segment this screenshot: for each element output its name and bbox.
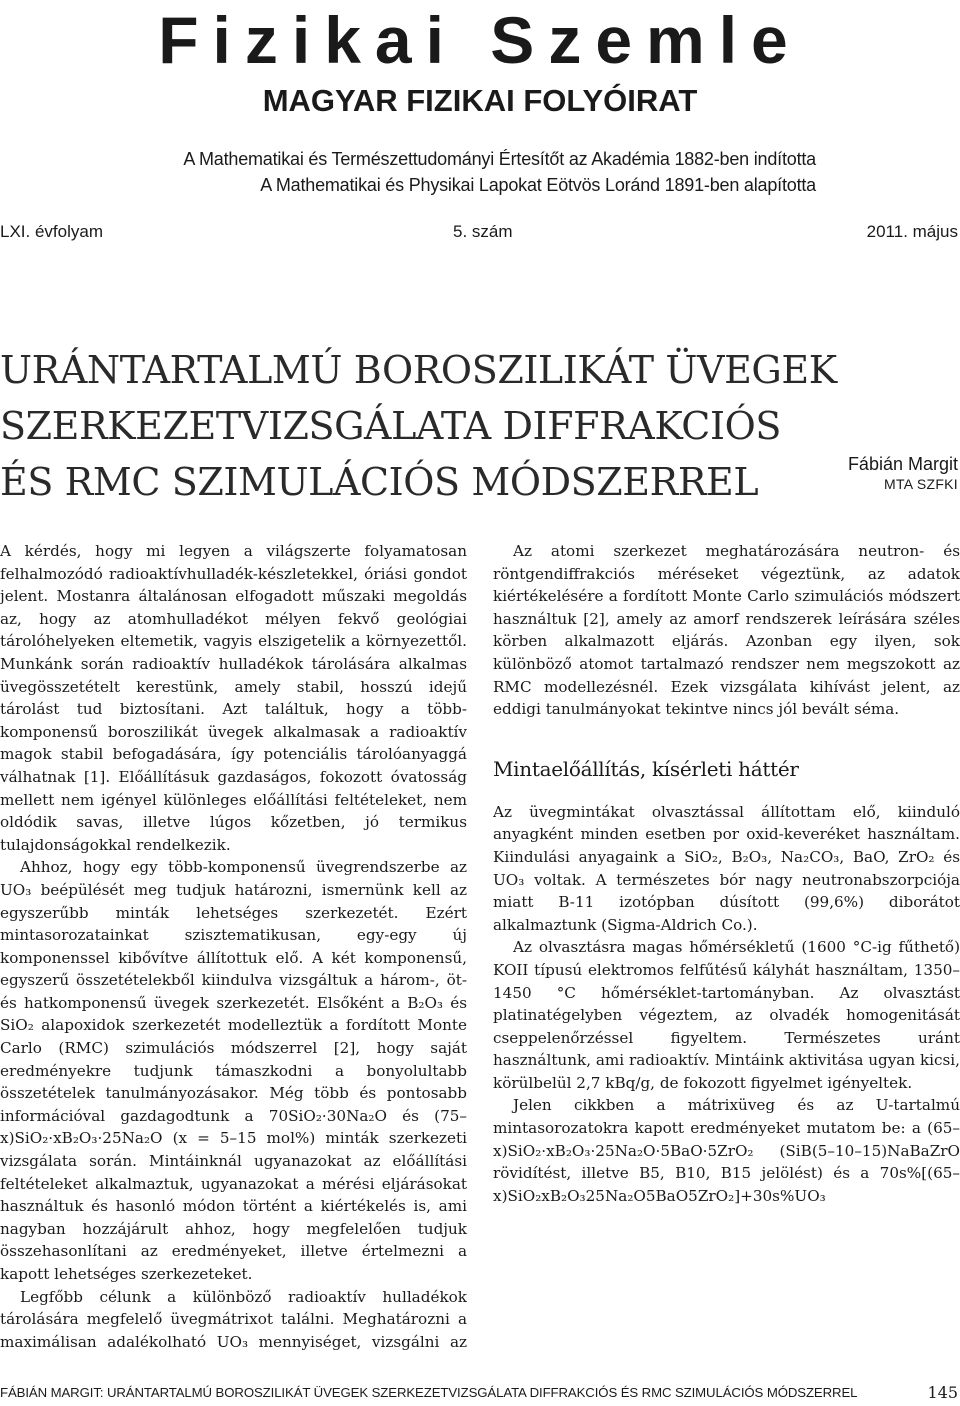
page-footer (0, 1382, 960, 1404)
issue-info (0, 220, 960, 244)
founding-line-1: A Mathematikai és Természettudományi Értesítőt az Akadémia 1882-ben indította (183, 149, 816, 169)
title-line-3: ÉS RMC SZIMULÁCIÓS MÓDSZERREL (0, 460, 759, 504)
left-column (0, 540, 467, 1355)
running-head: FÁBIÁN MARGIT: URÁNTARTALMÚ BOROSZILIKÁT ÜVEGEK SZERKEZETVIZSGÁLATA DIFFRAKCIÓS ÉS RMC SZIMULÁCIÓS MÓDSZERREL (0, 1385, 858, 1400)
paragraph: A kérdés, hogy mi legyen a világszerte folyamatosan felhalmozódó radioaktívhulladék-készletekkel, óriási gondot jelent. Mostanra általánosan elfogadott műszaki megoldás az, hogy az atomhulladékot mélyen fekvő geológiai tárolóhelyeken eltemetik, vagyis elszigetelik a környezettől. Munkánk során radioaktív hulladékok tárolására alkalmas üvegösszetételt kerestünk, amely stabil, hosszú idejű tárolást tud biztosítani. Azt találtuk, hogy a több-komponensű boroszilikát üvegek alkalmasak a radioaktív magok stabil befogadására, így potenciális tárolóanyaggá válhatnak [1]. Előállításuk gazdaságos, fokozott óvatosság mellett nem igényel különleges előállítási feltételeket, nem oldódik savas, illetve lúgos kőzetben, jó termikus tulajdonságokkal rendelkezik. (0, 542, 467, 854)
paragraph: Az üvegmintákat olvasztással állítottam elő, kiinduló anyagként minden esetben por oxid-keveréket használtam. Kiindulási anyagaink a SiO₂, B₂O₃, Na₂CO₃, BaO, ZrO₂ és UO₃ voltak. A természetes bór nagy neutronabszorpciója miatt B-11 izotópban dúsított (99,6%) diborátot alkalmaztunk (Sigma-Aldrich Co.). (493, 802, 960, 934)
article-title (0, 342, 837, 510)
journal-name: Fizikai Szemle (158, 3, 802, 77)
paragraph: Az olvasztásra magas hőmérsékletű (1600 °C-ig fűthető) KOII típusú elektromos felfűtésű kályhát használtam, 1350–1450 °C hőmérséklet-tartományban. Az olvasztást platinatégelyben végeztem, az olvadék homogenitását cseppelenőrzéssel figyeltem. Természetes uránt használtunk, ami radioaktív. Mintáink aktivitása ugyan kicsi, körülbelül 2,7 kBq/g, de fokozott figyelmet igényeltek. (493, 938, 960, 1092)
title-line-2: SZERKEZETVIZSGÁLATA DIFFRAKCIÓS (0, 404, 781, 448)
section-heading: Mintaelőállítás, kísérleti háttér (493, 756, 799, 781)
paragraph: Legfőbb célunk a különböző radioaktív hulladékok tárolására megfelelő üvegmátrixot találni. Meghatározni a maximálisan adalékolható UO₃ mennyiséget, vizsgálni az (0, 1287, 467, 1351)
issue-date: 2011. május (866, 222, 958, 241)
paragraph: Jelen cikkben a mátrixüveg és az U-tartalmú mintasorozatokra kapott eredményeket mutatom be: a (65–x)SiO₂·xB₂O₃·25Na₂O·5BaO·5ZrO₂ (SiB(5–10–15)NaBaZrO rövidítést, illetve B5, B10, B15 jelölést) és a 70s%[(65–x)SiO₂xB₂O₃25Na₂O5BaO5ZrO₂]+30s%UO₃ (493, 1096, 960, 1205)
author-name: Fábián Margit (847, 454, 958, 474)
paragraph: Ahhoz, hogy egy több-komponensű üvegrendszerbe az UO₃ beépülését meg tudjuk határozni, ismernünk kell az egyszerűbb minták lehetséges szerkezetét. Ezért mintasorozatainkat szisztematikusan, egy-egy új komponenssel kibővítve állítottuk elő. A két komponensű, egyszerű összetételekből kiindulva vizsgáltuk a három-, öt- és hatkomponensű üvegek szerkezetét. Elsőként a B₂O₃ és SiO₂ alapoxidok szerkezetét modelleztük a fordított Monte Carlo (RMC) szimulációs módszerrel [2], hogy saját eredményekre tudjunk támaszkodni a bonyolultabb összetételek tanulmányozásakor. Még több és pontosabb információval gazdagodtunk a 70SiO₂·30Na₂O és (75–x)SiO₂·xB₂O₃·25Na₂O (x = 5–15 mol%) minták szerkezeti vizsgálata során. Mintáinknál ugyanazokat az előállítási feltételeket alkalmaztuk, ugyanazokat a mérési eljárásokat használtuk és hasonló módon történt a kiértékelés is, ami nagyban hozzájárult ahhoz, hogy megfelelően tudjuk összehasonlítani az eredményeket, illetve értelmezni a kapott lehetséges szerkezeteket. (0, 858, 467, 1283)
title-line-1: URÁNTARTALMÚ BOROSZILIKÁT ÜVEGEK (0, 348, 837, 392)
founding-note (183, 146, 816, 198)
author-affiliation: MTA SZFKI (884, 476, 958, 492)
issue-number: 5. szám (453, 222, 513, 241)
page-number: 145 (927, 1383, 958, 1402)
founding-line-2: A Mathematikai és Physikai Lapokat Eötvös Loránd 1891-ben alapította (260, 175, 816, 195)
journal-subtitle: MAGYAR FIZIKAI FOLYÓIRAT (262, 83, 698, 118)
right-column (493, 540, 960, 1355)
volume: LXI. évfolyam (0, 222, 103, 241)
paragraph: Az atomi szerkezet meghatározására neutron- és röntgendiffrakciós méréseket végeztünk, az adatok kiértékelésére a fordított Monte Carlo szimulációs módszert használtuk [2], amely az amorf rendszerek leírására széles körben alkalmazott eljárás. Azonban egy ilyen, sok különböző atomot tartalmazó rendszer nem megszokott az RMC modellezésnél. Ezek vizsgálata kihívást jelent, az eddigi tanulmányokat tekintve nincs jól bevált séma. (493, 542, 960, 719)
author-block (848, 453, 958, 493)
